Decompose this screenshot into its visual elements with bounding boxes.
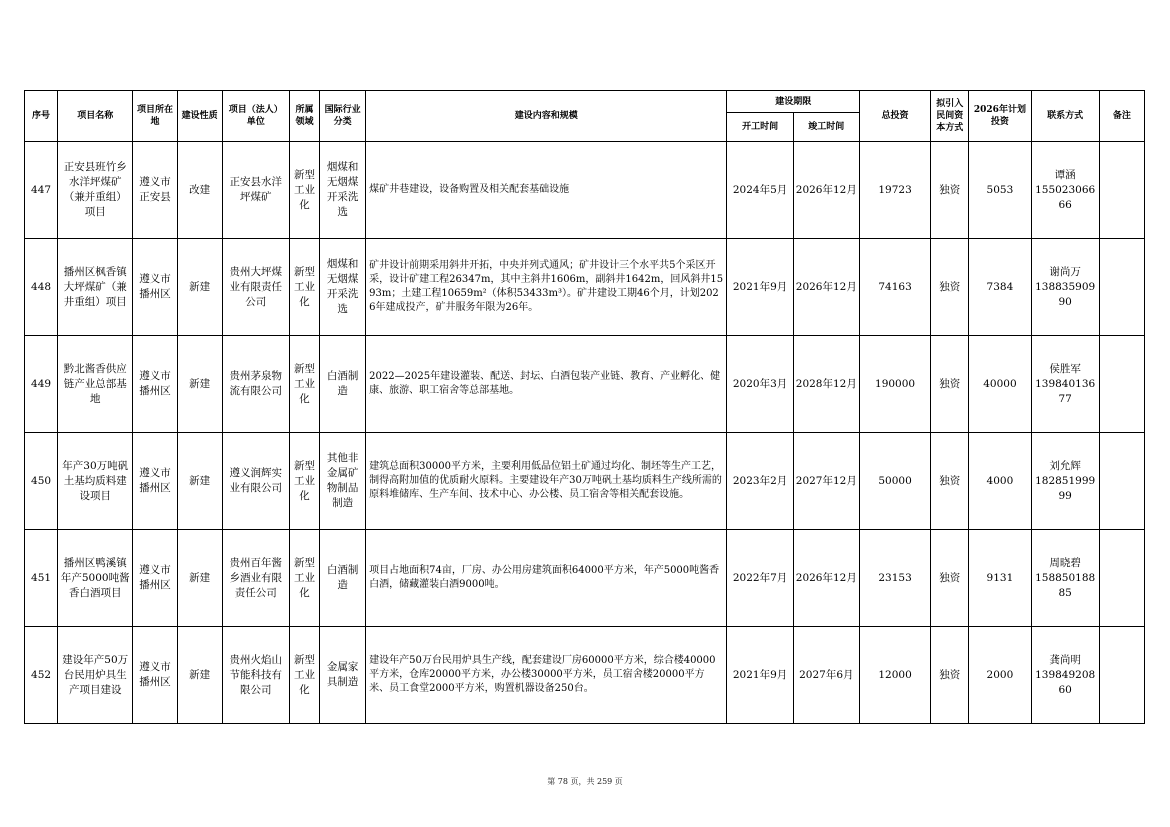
cell-location: 遵义市播州区 [133, 530, 177, 627]
cell-location: 遵义市正安县 [133, 142, 177, 239]
cell-nature: 新建 [177, 239, 222, 336]
cell-total: 12000 [859, 627, 930, 724]
header-end: 竣工时间 [793, 113, 859, 142]
contact-name: 谢尚万 [1049, 265, 1081, 278]
cell-location: 遵义市播州区 [133, 433, 177, 530]
cell-industry: 烟煤和无烟煤开采洗选 [320, 142, 366, 239]
contact-phone: 15885018885 [1035, 571, 1096, 599]
cell-seq: 452 [25, 627, 58, 724]
cell-location: 遵义市播州区 [133, 627, 177, 724]
cell-total: 74163 [859, 239, 930, 336]
page-footer: 第 78 页，共 259 页 [547, 777, 623, 786]
cell-end: 2028年12月 [793, 336, 859, 433]
cell-location: 遵义市播州区 [133, 239, 177, 336]
cell-private: 独资 [931, 627, 969, 724]
cell-contact [1031, 433, 1099, 530]
cell-content: 2022—2025年建设灌装、配送、封坛、白酒包装产业链、教育、产业孵化、健康、旅游、职工宿舍等总部基地。 [366, 336, 727, 433]
cell-contact [1031, 530, 1099, 627]
cell-note [1099, 336, 1144, 433]
header-private: 拟引入民间资本方式 [931, 91, 969, 142]
cell-end: 2026年12月 [793, 142, 859, 239]
table-row [25, 627, 1145, 724]
table-row [25, 530, 1145, 627]
header-content: 建设内容和规模 [366, 91, 727, 142]
cell-end: 2026年12月 [793, 239, 859, 336]
cell-unit: 遵义润辉实业有限公司 [222, 433, 289, 530]
cell-name: 年产30万吨矾土基均质料建设项目 [58, 433, 133, 530]
contact-phone: 13984013677 [1035, 377, 1096, 405]
cell-unit: 贵州百年酱乡酒业有限责任公司 [222, 530, 289, 627]
cell-start: 2022年7月 [727, 530, 793, 627]
cell-contact [1031, 142, 1099, 239]
cell-plan: 2000 [969, 627, 1031, 724]
header-seq: 序号 [25, 91, 58, 142]
cell-private: 独资 [931, 433, 969, 530]
cell-private: 独资 [931, 239, 969, 336]
contact-phone: 15502306666 [1035, 183, 1096, 211]
cell-private: 独资 [931, 142, 969, 239]
header-name: 项目名称 [58, 91, 133, 142]
cell-end: 2027年12月 [793, 433, 859, 530]
cell-location: 遵义市播州区 [133, 336, 177, 433]
cell-name: 黔北酱香供应链产业总部基地 [58, 336, 133, 433]
contact-phone: 18285199999 [1035, 474, 1096, 502]
table-row [25, 239, 1145, 336]
cell-start: 2020年3月 [727, 336, 793, 433]
cell-private: 独资 [931, 336, 969, 433]
cell-nature: 新建 [177, 336, 222, 433]
cell-seq: 451 [25, 530, 58, 627]
cell-industry: 金属家具制造 [320, 627, 366, 724]
cell-content: 建筑总面积30000平方米，主要利用低品位铝土矿通过均化、制坯等生产工艺，制得高附加值的优质耐火原料。主要建设年产30万吨矾土基均质料生产线所需的原料堆储库、生产车间、技术中心、办公楼、员工宿舍等相关配套设施。 [366, 433, 727, 530]
cell-industry: 白酒制造 [320, 336, 366, 433]
contact-phone: 13883590990 [1035, 280, 1096, 308]
cell-nature: 新建 [177, 433, 222, 530]
contact-name: 龚尚明 [1049, 653, 1081, 666]
cell-total: 190000 [859, 336, 930, 433]
header-plan: 2026年计划投资 [969, 91, 1031, 142]
cell-plan: 9131 [969, 530, 1031, 627]
cell-contact [1031, 627, 1099, 724]
header-total: 总投资 [859, 91, 930, 142]
cell-nature: 改建 [177, 142, 222, 239]
cell-note [1099, 627, 1144, 724]
cell-field: 新型工业化 [289, 142, 319, 239]
cell-total: 19723 [859, 142, 930, 239]
cell-contact [1031, 239, 1099, 336]
cell-field: 新型工业化 [289, 239, 319, 336]
header-industry: 国际行业分类 [320, 91, 366, 142]
cell-total: 23153 [859, 530, 930, 627]
header-location: 项目所在地 [133, 91, 177, 142]
contact-name: 侯胜军 [1049, 362, 1081, 375]
cell-industry: 白酒制造 [320, 530, 366, 627]
cell-contact [1031, 336, 1099, 433]
cell-industry: 其他非金属矿物制品制造 [320, 433, 366, 530]
cell-nature: 新建 [177, 530, 222, 627]
contact-phone: 13984920860 [1035, 668, 1096, 696]
cell-field: 新型工业化 [289, 433, 319, 530]
header-note: 备注 [1099, 91, 1144, 142]
cell-unit: 贵州大坪煤业有限责任公司 [222, 239, 289, 336]
cell-field: 新型工业化 [289, 530, 319, 627]
cell-industry: 烟煤和无烟煤开采洗选 [320, 239, 366, 336]
cell-start: 2023年2月 [727, 433, 793, 530]
cell-name: 正安县班竹乡水洋坪煤矿（兼并重组）项目 [58, 142, 133, 239]
header-nature: 建设性质 [177, 91, 222, 142]
cell-name: 建设年产50万台民用炉具生产项目建设 [58, 627, 133, 724]
cell-seq: 447 [25, 142, 58, 239]
contact-name: 周晓碧 [1049, 556, 1081, 569]
cell-private: 独资 [931, 530, 969, 627]
header-start: 开工时间 [727, 113, 793, 142]
cell-note [1099, 433, 1144, 530]
cell-seq: 448 [25, 239, 58, 336]
header-unit: 项目（法人）单位 [222, 91, 289, 142]
contact-name: 刘允辉 [1049, 459, 1081, 472]
cell-plan: 4000 [969, 433, 1031, 530]
cell-end: 2027年6月 [793, 627, 859, 724]
table-row [25, 142, 1145, 239]
cell-unit: 贵州火焰山节能科技有限公司 [222, 627, 289, 724]
cell-plan: 7384 [969, 239, 1031, 336]
cell-note [1099, 530, 1144, 627]
cell-note [1099, 239, 1144, 336]
cell-plan: 40000 [969, 336, 1031, 433]
cell-note [1099, 142, 1144, 239]
table-row [25, 336, 1145, 433]
project-table [24, 90, 1145, 724]
cell-content: 项目占地面积74亩，厂房、办公用房建筑面积64000平方米，年产5000吨酱香白酒，储藏灌装白酒9000吨。 [366, 530, 727, 627]
cell-content: 煤矿井巷建设，设备购置及相关配套基础设施 [366, 142, 727, 239]
cell-end: 2026年12月 [793, 530, 859, 627]
cell-plan: 5053 [969, 142, 1031, 239]
cell-total: 50000 [859, 433, 930, 530]
cell-seq: 449 [25, 336, 58, 433]
cell-nature: 新建 [177, 627, 222, 724]
header-period: 建设期限 [727, 91, 859, 113]
cell-seq: 450 [25, 433, 58, 530]
cell-start: 2024年5月 [727, 142, 793, 239]
cell-field: 新型工业化 [289, 336, 319, 433]
table-row [25, 433, 1145, 530]
cell-field: 新型工业化 [289, 627, 319, 724]
cell-name: 播州区枫香镇大坪煤矿（兼井重组）项目 [58, 239, 133, 336]
cell-content: 矿井设计前期采用斜井开拓，中央并列式通风；矿井设计三个水平共5个采区开采，设计矿建工程26347m，其中主斜井1606m，副斜井1642m，回风斜井1593m；土建工程10659m²（体积53433m³）。矿井建设工期46个月，计划2026年建成投产，矿井服务年限为26年。 [366, 239, 727, 336]
cell-unit: 贵州茅泉物流有限公司 [222, 336, 289, 433]
contact-name: 谭涵 [1054, 168, 1076, 181]
cell-start: 2021年9月 [727, 239, 793, 336]
header-field: 所属领域 [289, 91, 319, 142]
cell-content: 建设年产50万台民用炉具生产线，配套建设厂房60000平方米，综合楼40000平方米，仓库20000平方米，办公楼30000平方米，员工宿舍楼20000平方米、员工食堂2000平方米，购置机器设备250台。 [366, 627, 727, 724]
cell-name: 播州区鸭溪镇年产5000吨酱香白酒项目 [58, 530, 133, 627]
header-contact: 联系方式 [1031, 91, 1099, 142]
cell-unit: 正安县水洋坪煤矿 [222, 142, 289, 239]
cell-start: 2021年9月 [727, 627, 793, 724]
